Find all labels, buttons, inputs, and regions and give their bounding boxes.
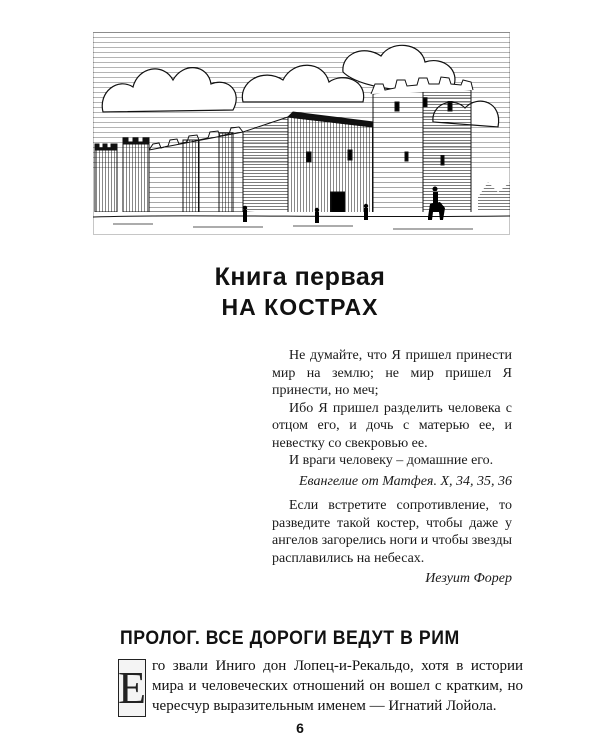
- epigraph-jesuit: [272, 497, 512, 588]
- epigraph-paragraph: И враги человеку – домашние его.: [289, 453, 494, 468]
- book-subtitle: НА КОСТРАХ: [221, 294, 379, 320]
- drop-cap-letter: Е: [118, 659, 146, 717]
- prologue-text: го звали Иниго дон Лопец-и-Рекальдо, хотя в истории мира и человеческих отношений он вошел с кратким, но чересчур выразительным именем — Игнатий Лойола.: [152, 658, 523, 714]
- epigraph-attribution: Евангелие от Матфея. X, 34, 35, 36: [298, 473, 512, 489]
- epigraph-attribution: Иезуит Форер: [425, 571, 512, 586]
- prologue-heading: ПРОЛОГ. ВСЕ ДОРОГИ ВЕДУТ В РИМ: [120, 628, 460, 649]
- fortress-illustration: [93, 32, 510, 235]
- epigraph-gospel: [272, 347, 512, 490]
- fortress-engraving: [93, 32, 510, 235]
- book-part-heading: [0, 262, 600, 322]
- epigraph-paragraph: Ибо Я пришел разделить человека с отцом его, и дочь с матерью ее, и невестку со свекровью ее.: [272, 400, 512, 451]
- epigraph-paragraph: Если встретите сопротивление, то разведите такой костер, чтобы даже у ангелов загорелись ноги и чтобы звезды расплавились на небесах.: [272, 498, 512, 566]
- book-title: Книга первая: [214, 263, 386, 291]
- page-number: 6: [296, 720, 304, 736]
- prologue-opening-paragraph: [118, 656, 523, 717]
- epigraph-paragraph: Не думайте, что Я пришел принести мир на землю; не мир пришел Я принести, но меч;: [272, 348, 512, 398]
